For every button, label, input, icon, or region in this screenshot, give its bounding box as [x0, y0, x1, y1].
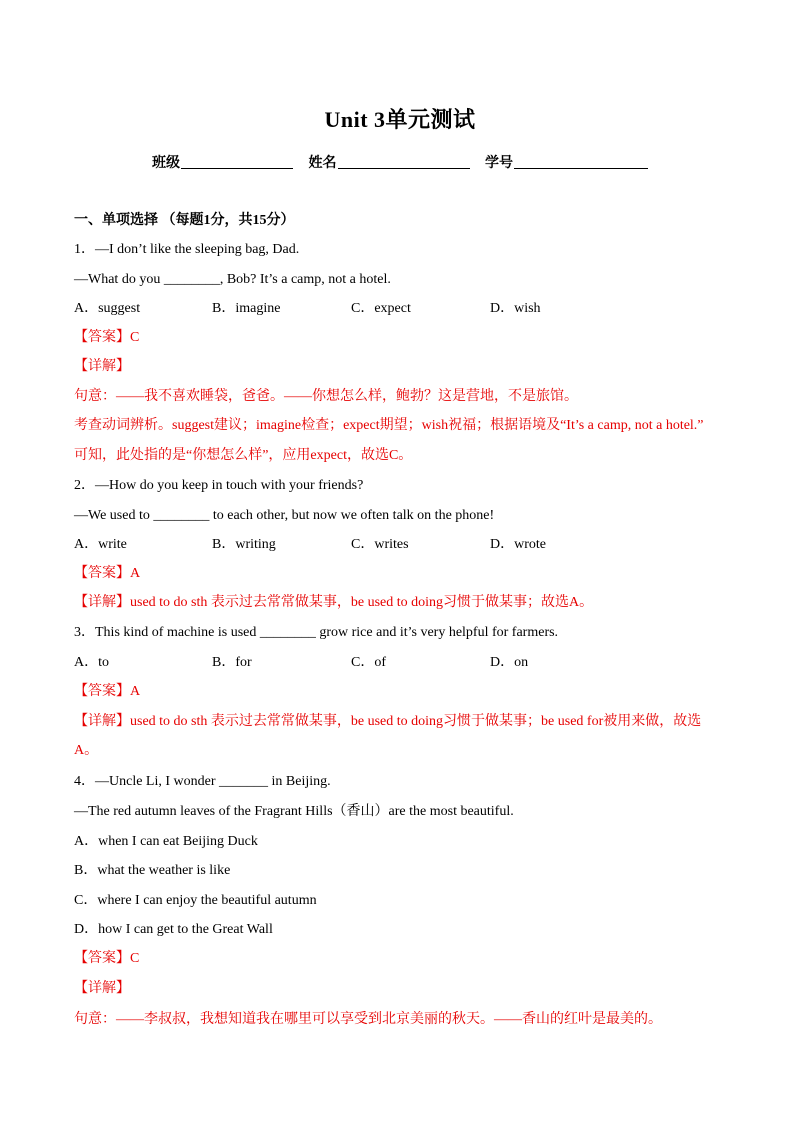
- q4-stem-line2: —The red autumn leaves of the Fragrant Hills（香山）are the most beautiful.: [74, 804, 514, 819]
- q1-option-c: C．expect: [351, 301, 411, 316]
- number-label: 学号: [485, 156, 513, 171]
- q2-option-c: C．writes: [351, 537, 409, 552]
- page-title: Unit 3单元测试: [324, 107, 476, 132]
- q2-answer: 【答案】A: [74, 566, 141, 581]
- q1-stem-line2: —What do you ________, Bob? It’s a camp, not a hotel.: [74, 272, 391, 287]
- section-heading: 一、单项选择 （每题1分，共15分）: [74, 213, 295, 228]
- q4-answer: 【答案】C: [74, 951, 140, 966]
- name-field[interactable]: [309, 156, 470, 171]
- q3-option-d: D．on: [490, 655, 529, 670]
- number-blank[interactable]: [514, 154, 648, 169]
- q4-option-b: B．what the weather is like: [74, 863, 231, 878]
- q4-option-c: C．where I can enjoy the beautiful autumn: [74, 893, 317, 908]
- q2-option-a: A．write: [74, 537, 127, 552]
- q2-explain-line1: 【详解】used to do sth 表示过去常常做某事，be used to doing习惯于做某事；故选A。: [74, 595, 594, 610]
- q2-stem-line2: —We used to ________ to each other, but now we often talk on the phone!: [74, 508, 495, 523]
- q1-explain-line3: 可知，此处指的是“你想怎么样”，应用expect，故选C。: [74, 448, 413, 463]
- q1-explain-line1: 句意：——我不喜欢睡袋，爸爸。——你想怎么样，鲍勃？这是营地，不是旅馆。: [74, 389, 578, 404]
- q1-option-b: B．imagine: [212, 301, 281, 316]
- q2-option-d: D．wrote: [490, 537, 546, 552]
- q3-option-c: C．of: [351, 655, 386, 670]
- q4-option-a: A．when I can eat Beijing Duck: [74, 834, 258, 849]
- q3-answer: 【答案】A: [74, 684, 141, 699]
- q2-stem-line1: 2．—How do you keep in touch with your friends?: [74, 478, 364, 493]
- q1-explain-line2: 考查动词辨析。suggest建议；imagine检查；expect期望；wish祝福；根据语境及“It’s a camp, not a hotel.”: [74, 418, 704, 433]
- q4-explain-line1: 句意：——李叔叔，我想知道我在哪里可以享受到北京美丽的秋天。——香山的红叶是最美的。: [74, 1012, 662, 1027]
- student-info-row: [0, 152, 800, 172]
- q2-option-b: B．writing: [212, 537, 276, 552]
- q1-option-a: A．suggest: [74, 301, 141, 316]
- q4-stem-line1: 4．—Uncle Li, I wonder _______ in Beijing.: [74, 774, 331, 789]
- q1-explain-label: 【详解】: [74, 359, 130, 374]
- q3-option-a: A．to: [74, 655, 109, 670]
- q4-explain-label: 【详解】: [74, 981, 130, 996]
- class-blank[interactable]: [181, 154, 293, 169]
- number-field[interactable]: [485, 156, 648, 171]
- class-field[interactable]: [152, 156, 293, 171]
- class-label: 班级: [152, 156, 180, 171]
- name-label: 姓名: [308, 156, 337, 171]
- q3-explain-line1: 【详解】used to do sth 表示过去常常做某事，be used to doing习惯于做某事；be used for被用来做，故选: [74, 714, 702, 729]
- q3-option-b: B．for: [212, 655, 252, 670]
- q4-option-d: D．how I can get to the Great Wall: [74, 922, 273, 937]
- q1-option-d: D．wish: [490, 301, 541, 316]
- q1-stem-line1: 1．—I don’t like the sleeping bag, Dad.: [74, 242, 300, 257]
- q3-stem-line1: 3．This kind of machine is used ________ grow rice and it’s very helpful for farmers.: [74, 625, 559, 640]
- name-blank[interactable]: [338, 154, 470, 169]
- q1-answer: 【答案】C: [74, 330, 140, 345]
- q3-explain-line2: A。: [74, 743, 99, 758]
